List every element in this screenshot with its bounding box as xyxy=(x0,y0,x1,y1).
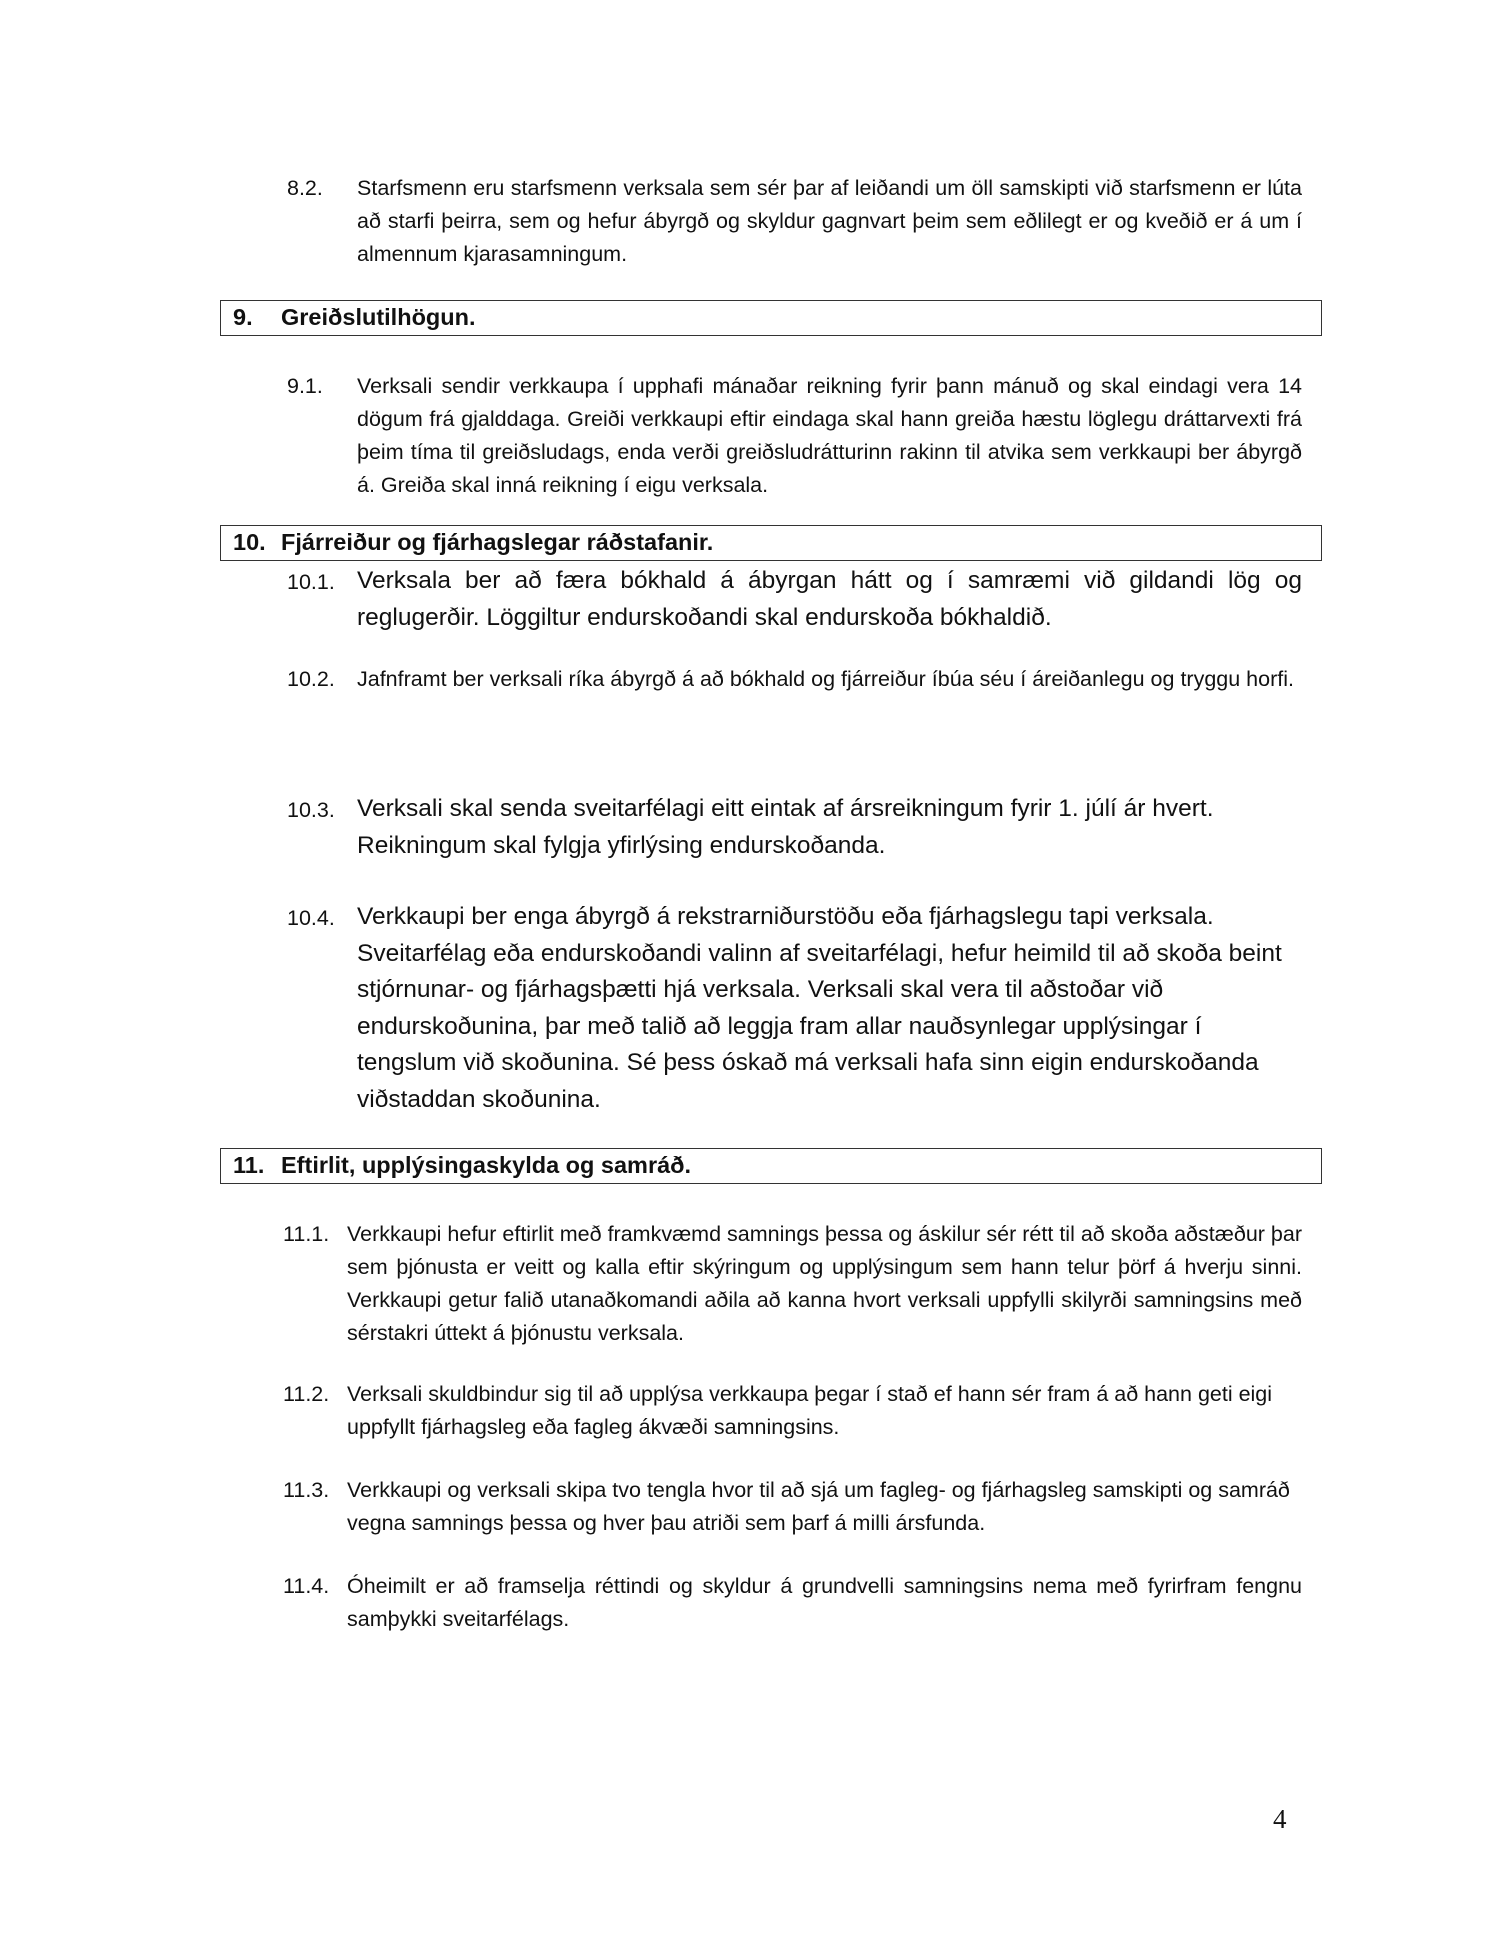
section-number: 9. xyxy=(233,304,253,330)
section-heading-10 xyxy=(220,525,1322,561)
clause-text: Verksali skal senda sveitarfélagi eitt eintak af ársreikningum fyrir 1. júlí ár hvert. Reikningum skal fylgja yfirlýsing endurskoðanda. xyxy=(357,795,1214,859)
clause-number: 10.4. xyxy=(287,906,335,930)
section-number: 10. xyxy=(233,529,266,555)
clause-11-4 xyxy=(283,1570,1302,1636)
section-number: 11. xyxy=(233,1152,265,1178)
clause-11-3 xyxy=(283,1474,1302,1540)
section-title: Eftirlit, upplýsingaskylda og samráð. xyxy=(281,1152,692,1178)
clause-10-3 xyxy=(287,791,1302,864)
clause-number: 10.1. xyxy=(287,570,335,594)
clause-number: 10.2. xyxy=(287,667,335,691)
clause-text: Verkkaupi hefur eftirlit með framkvæmd samnings þessa og áskilur sér rétt til að skoða aðstæður þar sem þjónusta er veitt og kalla eftir skýringum og upplýsingum sem hann telur þörf á hverju sinni. Verkkaupi getur falið utanaðkomandi aðila að kanna hvort verksali uppfylli skilyrði samningsins með sérstakri úttekt á þjónustu verksala. xyxy=(347,1222,1302,1345)
clause-text: Verksali sendir verkkaupa í upphafi mánaðar reikning fyrir þann mánuð og skal eindagi vera 14 dögum frá gjalddaga. Greiði verkkaupi eftir eindaga skal hann greiða hæstu löglegu dráttarvexti frá þeim tíma til greiðsludags, enda verði greiðsludrátturinn rakinn til atvika sem verkkaupi ber ábyrgð á. Greiða skal inná reikning í eigu verksala. xyxy=(357,374,1302,497)
clause-8-2 xyxy=(287,172,1302,271)
section-title: Greiðslutilhögun. xyxy=(281,304,476,330)
clause-text: Verksali skuldbindur sig til að upplýsa verkkaupa þegar í stað ef hann sér fram á að hann geti eigi uppfyllt fjárhagsleg eða fagleg ákvæði samningsins. xyxy=(347,1382,1273,1439)
clause-text: Starfsmenn eru starfsmenn verksala sem sér þar af leiðandi um öll samskipti við starfsmenn er lúta að starfi þeirra, sem og hefur ábyrgð og skyldur gagnvart þeim sem eðlilegt er og kveðið er á um í almennum kjarasamningum. xyxy=(357,176,1302,266)
page-number: 4 xyxy=(1273,1804,1287,1834)
section-heading-9 xyxy=(220,300,1322,336)
clause-number: 9.1. xyxy=(287,374,323,398)
section-heading-11 xyxy=(220,1148,1322,1184)
clause-text: Jafnframt ber verksali ríka ábyrgð á að bókhald og fjárreiður íbúa séu í áreiðanlegu og tryggu horfi. xyxy=(357,667,1294,691)
clause-10-4 xyxy=(287,899,1302,1118)
clause-text: Verkkaupi ber enga ábyrgð á rekstrarniðurstöðu eða fjárhagslegu tapi verksala. Sveitarfélag eða endurskoðandi valinn af sveitarfélagi, hefur heimild til að skoða beint stjórnunar- og fjárhagsþætti hjá verksala. Verksali skal vera til aðstoðar við endurskoðunina, þar með talið að leggja fram allar nauðsynlegar upplýsingar í tengslum við skoðunina. Sé þess óskað má verksali hafa sinn eigin endurskoðanda viðstaddan skoðunina. xyxy=(357,903,1282,1113)
clause-text: Óheimilt er að framselja réttindi og skyldur á grundvelli samningsins nema með fyrirfram fengnu samþykki sveitarfélags. xyxy=(347,1574,1302,1631)
clause-number: 10.3. xyxy=(287,798,335,822)
clause-number: 8.2. xyxy=(287,176,323,200)
clause-10-1 xyxy=(287,563,1302,636)
clause-text: Verkkaupi og verksali skipa tvo tengla hvor til að sjá um fagleg- og fjárhagsleg samskipti og samráð vegna samnings þessa og hver þau atriði sem þarf á milli ársfunda. xyxy=(347,1478,1290,1535)
section-title: Fjárreiður og fjárhagslegar ráðstafanir. xyxy=(281,529,714,555)
clause-10-2 xyxy=(287,663,1302,696)
clause-number: 11.3. xyxy=(283,1478,330,1502)
clause-11-1 xyxy=(283,1218,1302,1350)
clause-number: 11.1. xyxy=(283,1222,330,1246)
clause-text: Verksala ber að færa bókhald á ábyrgan hátt og í samræmi við gildandi lög og reglugerðir. Löggiltur endurskoðandi skal endurskoða bókhaldið. xyxy=(357,567,1302,631)
clause-11-2 xyxy=(283,1378,1302,1444)
clause-number: 11.4. xyxy=(283,1574,330,1598)
clause-number: 11.2. xyxy=(283,1382,330,1406)
clause-9-1 xyxy=(287,370,1302,502)
